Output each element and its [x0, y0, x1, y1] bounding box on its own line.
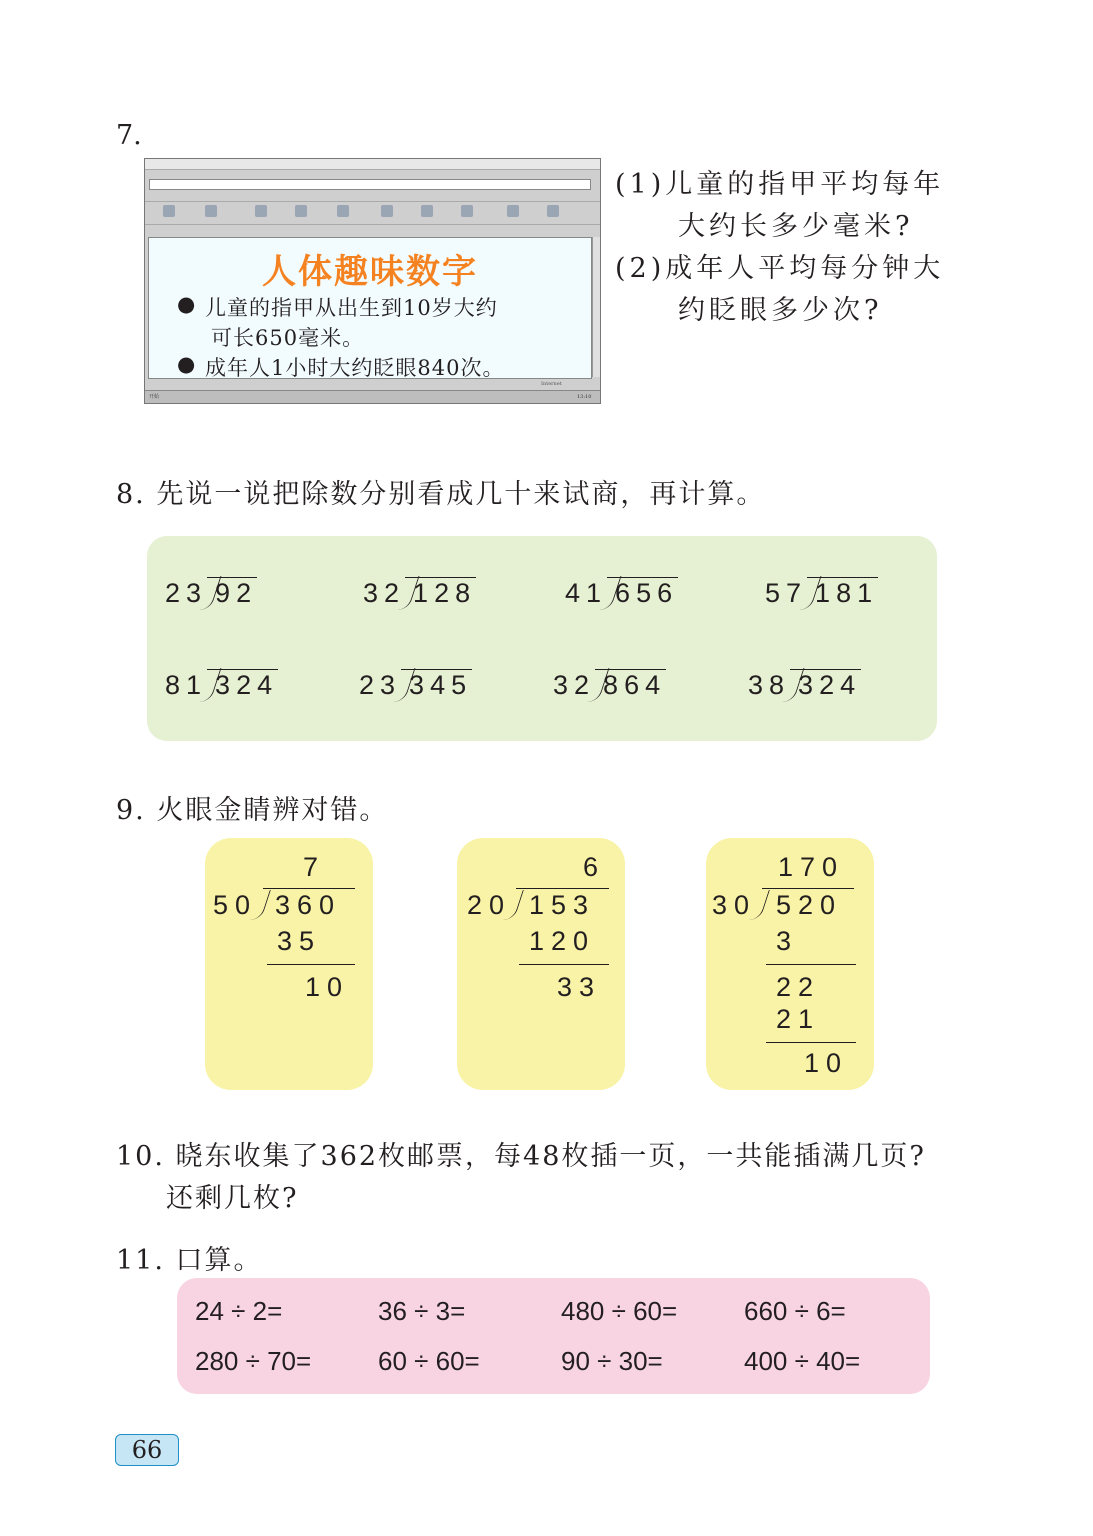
- step-value: 35: [277, 926, 322, 956]
- remainder: 10: [305, 972, 350, 1002]
- oral-problem: 400 ÷ 40=: [744, 1346, 861, 1376]
- q7-sub1-line1: (1)儿童的指甲平均每年: [615, 169, 945, 200]
- divisor: 30: [712, 890, 757, 920]
- forward-icon: [205, 205, 217, 217]
- division-problem: 32 128: [363, 578, 477, 608]
- oral-problem: 280 ÷ 70=: [195, 1346, 312, 1376]
- fact-2: 成年人1小时大约眨眼840次。: [205, 356, 505, 380]
- q10-line2: 还剩几枚?: [166, 1183, 299, 1214]
- quotient: 7: [303, 852, 326, 882]
- fact-1-line2: 可长650毫米。: [211, 326, 365, 350]
- vinculum: [263, 888, 355, 889]
- subtract-line: [766, 1042, 856, 1043]
- bullet-dot: ●: [177, 292, 196, 316]
- q9-instruction: 9. 火眼金睛辨对错。: [116, 795, 389, 826]
- q7-sub2-line1: (2)成年人平均每分钟大: [615, 253, 945, 284]
- browser-status-bar: [145, 380, 600, 389]
- step-value: 120: [529, 926, 596, 956]
- favorites-icon: [421, 205, 433, 217]
- remainder: 10: [804, 1048, 849, 1078]
- status-zone: Internet: [541, 381, 562, 387]
- fact-1-line1: 儿童的指甲从出生到10岁大约: [205, 296, 498, 320]
- bullet-dot: ●: [177, 352, 196, 376]
- browser-links-bar: [145, 190, 600, 199]
- browser-viewport: [148, 237, 592, 379]
- home-icon: [337, 205, 349, 217]
- division-problem: 38 324: [748, 670, 862, 700]
- divisor: 20: [467, 890, 512, 920]
- vinculum: [762, 888, 854, 889]
- back-icon: [163, 205, 175, 217]
- page-number: 66: [115, 1434, 179, 1466]
- history-icon: [461, 205, 473, 217]
- long-division-card: [457, 838, 625, 1090]
- oral-problem: 36 ÷ 3=: [378, 1296, 466, 1326]
- oral-problem: 660 ÷ 6=: [744, 1296, 846, 1326]
- remainder: 33: [557, 972, 602, 1002]
- dividend: 520: [776, 890, 843, 920]
- q10-line1: 10. 晓东收集了362枚邮票，每48枚插一页，一共能插满几页?: [116, 1141, 926, 1172]
- quotient: 6: [583, 852, 606, 882]
- quotient: 170: [778, 852, 845, 882]
- oral-problem: 24 ÷ 2=: [195, 1296, 283, 1326]
- long-division-card: [205, 838, 373, 1090]
- division-problem: 41 656: [565, 578, 679, 608]
- subtract-line: [267, 964, 355, 965]
- divisor: 50: [213, 890, 258, 920]
- q8-instruction: 8. 先说一说把除数分别看成几十来试商，再计算。: [116, 479, 766, 510]
- web-page-title: 人体趣味数字: [262, 252, 478, 292]
- oral-problem: 60 ÷ 60=: [378, 1346, 480, 1376]
- q7-number: 7.: [116, 120, 142, 151]
- browser-address-bar: [149, 179, 591, 190]
- q7-sub2-line2: 约眨眼多少次?: [678, 295, 883, 326]
- q11-problem-box: [177, 1278, 930, 1394]
- browser-title-bar: [145, 159, 600, 170]
- dividend: 360: [275, 890, 342, 920]
- division-problem: 81 324: [165, 670, 279, 700]
- q8-problem-box: [147, 536, 937, 741]
- browser-toolbar: [145, 201, 600, 225]
- refresh-icon: [295, 205, 307, 217]
- browser-scrollbar: [592, 237, 600, 377]
- stop-icon: [255, 205, 267, 217]
- dividend: 153: [529, 890, 596, 920]
- step-value: 22: [776, 972, 821, 1002]
- subtract-line: [519, 964, 609, 965]
- long-division-card: [706, 838, 874, 1090]
- browser-screenshot: [144, 158, 601, 404]
- vinculum: [516, 888, 609, 889]
- browser-menu-bar: [145, 170, 600, 178]
- mail-icon: [507, 205, 519, 217]
- q7-sub1-line2: 大约长多少毫米?: [678, 211, 914, 242]
- division-problem: 57 181: [765, 578, 879, 608]
- subtract-line: [766, 964, 856, 965]
- step-value: 21: [776, 1004, 821, 1034]
- division-problem: 23 92: [165, 578, 258, 608]
- start-button: 开始: [149, 394, 160, 400]
- oral-problem: 90 ÷ 30=: [561, 1346, 663, 1376]
- taskbar: [145, 390, 600, 403]
- taskbar-clock: 13:10: [577, 394, 592, 400]
- browser-nav-row: [145, 225, 600, 235]
- division-problem: 32 864: [553, 670, 667, 700]
- print-icon: [547, 205, 559, 217]
- division-problem: 23 345: [359, 670, 473, 700]
- step-value: 3: [776, 926, 799, 956]
- q11-instruction: 11. 口算。: [116, 1245, 263, 1276]
- oral-problem: 480 ÷ 60=: [561, 1296, 678, 1326]
- search-icon: [381, 205, 393, 217]
